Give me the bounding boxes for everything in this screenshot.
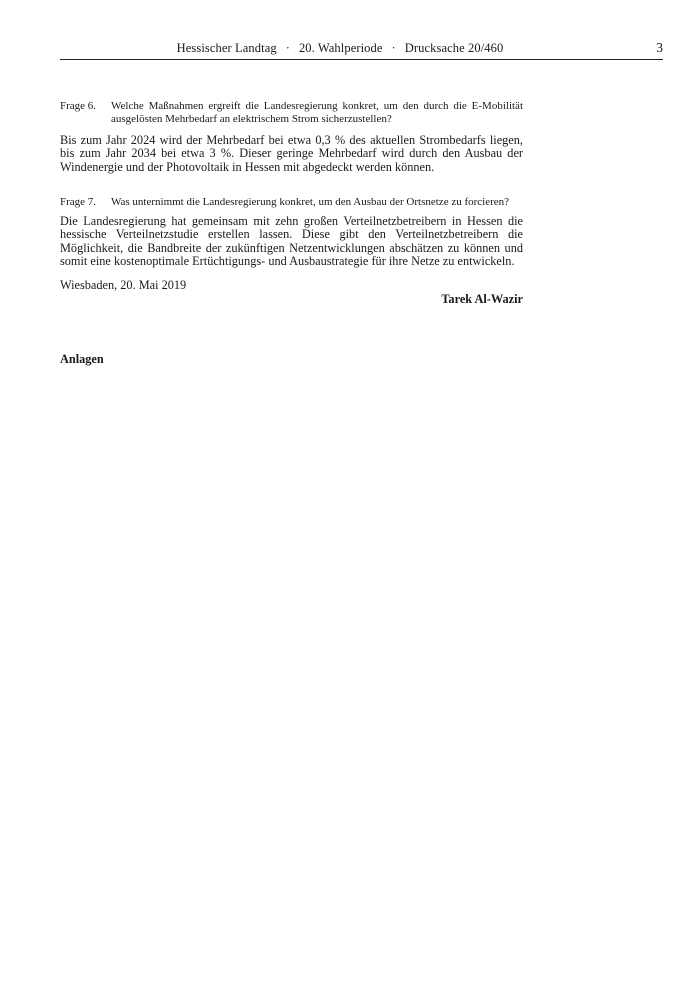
- header-parliament: Hessischer Landtag: [176, 41, 277, 55]
- question-label: Frage 7.: [60, 196, 97, 208]
- place-date: Wiesbaden, 20. Mai 2019: [60, 278, 187, 292]
- header-separator: ·: [285, 41, 290, 55]
- question-7: [60, 196, 523, 209]
- question-6: [60, 100, 523, 125]
- question-text: Was unternimmt die Landesregierung konkret, um den Ausbau der Ortsnetze zu forcieren?: [111, 196, 510, 208]
- attachments-heading: Anlagen: [60, 352, 104, 366]
- answer-7: Die Landesregierung hat gemeinsam mit zehn großen Verteilnetzbetreibern in Hessen die hessische Verteilnetzstudie erstellen lassen. Diese gibt den Verteilnetzbetreibern die Möglichkeit, die Bandbreite der zukünftigen Netzentwicklungen abschätzen zu können und somit eine kostenoptimale Ertüchtigungs- und Ausbaustrategie für ihre Netze zu entwickeln.: [60, 214, 523, 269]
- header-title: [60, 41, 620, 56]
- header-separator: ·: [391, 41, 396, 55]
- page-number: 3: [656, 40, 663, 55]
- header-print-doc: Drucksache 20/460: [404, 41, 504, 55]
- signatory-name: Tarek Al-Wazir: [441, 292, 523, 306]
- header-period: 20. Wahlperiode: [298, 41, 383, 55]
- question-label: Frage 6.: [60, 100, 97, 112]
- page-header: [60, 41, 663, 60]
- question-text: Welche Maßnahmen ergreift die Landesregierung konkret, um den durch die E-Mobilität ausgelösten Mehrbedarf an elektrischem Strom sicherzustellen?: [111, 100, 523, 125]
- answer-6: Bis zum Jahr 2024 wird der Mehrbedarf bei etwa 0,3 % des aktuellen Strombedarfs liegen, bis zum Jahr 2034 bei etwa 3 %. Dieser geringe Mehrbedarf wird durch den Ausbau der Windenergie und der Photovoltaik in Hessen mit abgedeckt werden können.: [60, 133, 523, 174]
